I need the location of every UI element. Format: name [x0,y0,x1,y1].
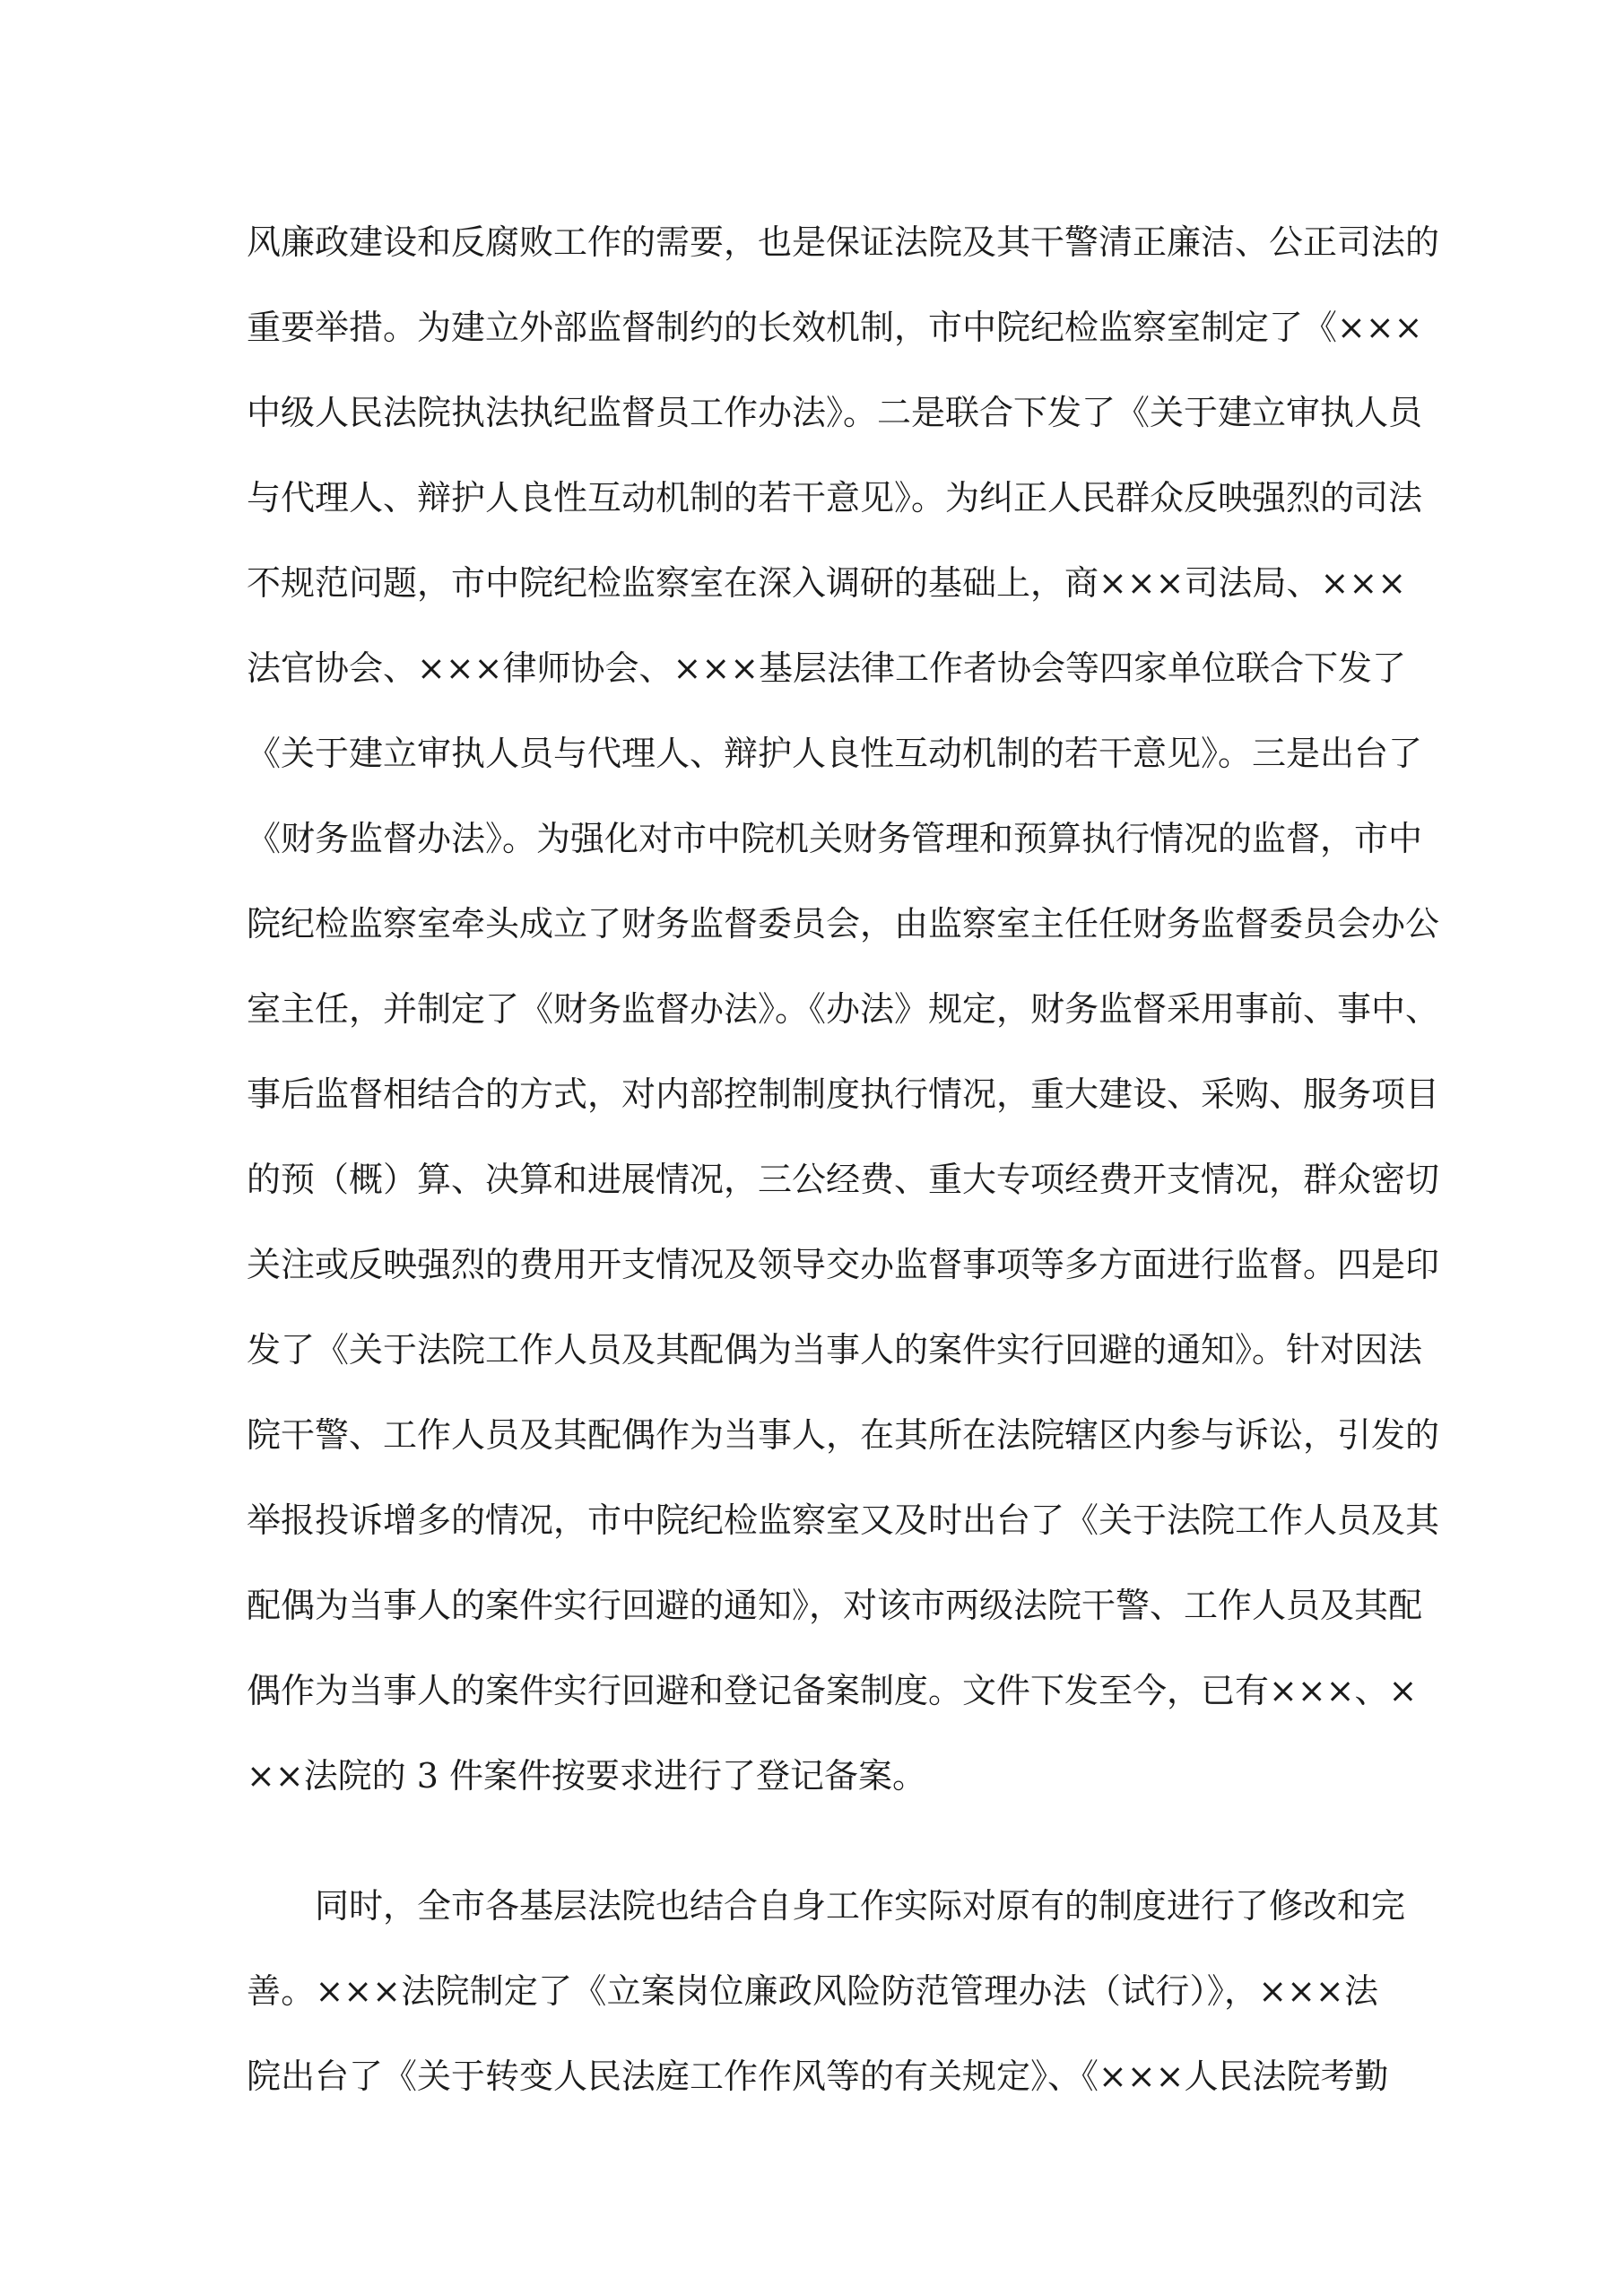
text-line: 同时，全市各基层法院也结合自身工作实际对原有的制度进行了修改和完 [315,1886,1406,1926]
text-line: 与代理人、辩护人良性互动机制的若干意见》。为纠正人民群众反映强烈的司法 [247,478,1423,517]
text-line: 举报投诉增多的情况，市中院纪检监察室又及时出台了《关于法院工作人员及其 [247,1500,1440,1540]
text-line: 发了《关于法院工作人员及其配偶为当事人的案件实行回避的通知》。针对因法 [247,1330,1423,1370]
text-line: 善。×××法院制定了《立案岗位廉政风险防范管理办法（试行）》，×××法 [247,1971,1378,2011]
text-line: 法官协会、×××律师协会、×××基层法律工作者协会等四家单位联合下发了 [247,648,1407,688]
text-line: 院纪检监察室牵头成立了财务监督委员会，由监察室主任任财务监督委员会办公 [247,904,1440,944]
text-line: 《关于建立审执人员与代理人、辩护人良性互动机制的若干意见》。三是出台了 [247,734,1423,773]
text-line: 配偶为当事人的案件实行回避的通知》，对该市两级法院干警、工作人员及其配 [247,1586,1423,1625]
text-line: 不规范问题，市中院纪检监察室在深入调研的基础上，商×××司法局、××× [247,563,1407,603]
paragraph-1 [247,200,1440,1819]
text-line: 关注或反映强烈的费用开支情况及领导交办监督事项等多方面进行监督。四是印 [247,1245,1440,1284]
text-line: 的预（概）算、决算和进展情况，三公经费、重大专项经费开支情况，群众密切 [247,1160,1440,1199]
text-line: 室主任，并制定了《财务监督办法》。《办法》规定，财务监督采用事前、事中、 [247,989,1440,1029]
text-line: 中级人民法院执法执纪监督员工作办法》。二是联合下发了《关于建立审执人员 [247,393,1423,432]
text-line: 偶作为当事人的案件实行回避和登记备案制度。文件下发至今，已有×××、× [247,1671,1418,1710]
text-line: 事后监督相结合的方式，对内部控制制度执行情况，重大建设、采购、服务项目 [247,1074,1440,1114]
text-line: 风廉政建设和反腐败工作的需要，也是保证法院及其干警清正廉洁、公正司法的 [247,222,1440,262]
text-line: ××法院的 3 件案件按要求进行了登记备案。 [247,1756,927,1796]
paragraph-2 [247,1864,1406,2119]
text-line: 院干警、工作人员及其配偶作为当事人，在其所在法院辖区内参与诉讼，引发的 [247,1415,1440,1455]
text-line: 《财务监督办法》。为强化对市中院机关财务管理和预算执行情况的监督，市中 [247,819,1423,858]
text-line: 重要举措。为建立外部监督制约的长效机制，市中院纪检监察室制定了《××× [247,308,1423,347]
text-line: 院出台了《关于转变人民法庭工作作风等的有关规定》、《×××人民法院考勤 [247,2057,1389,2096]
